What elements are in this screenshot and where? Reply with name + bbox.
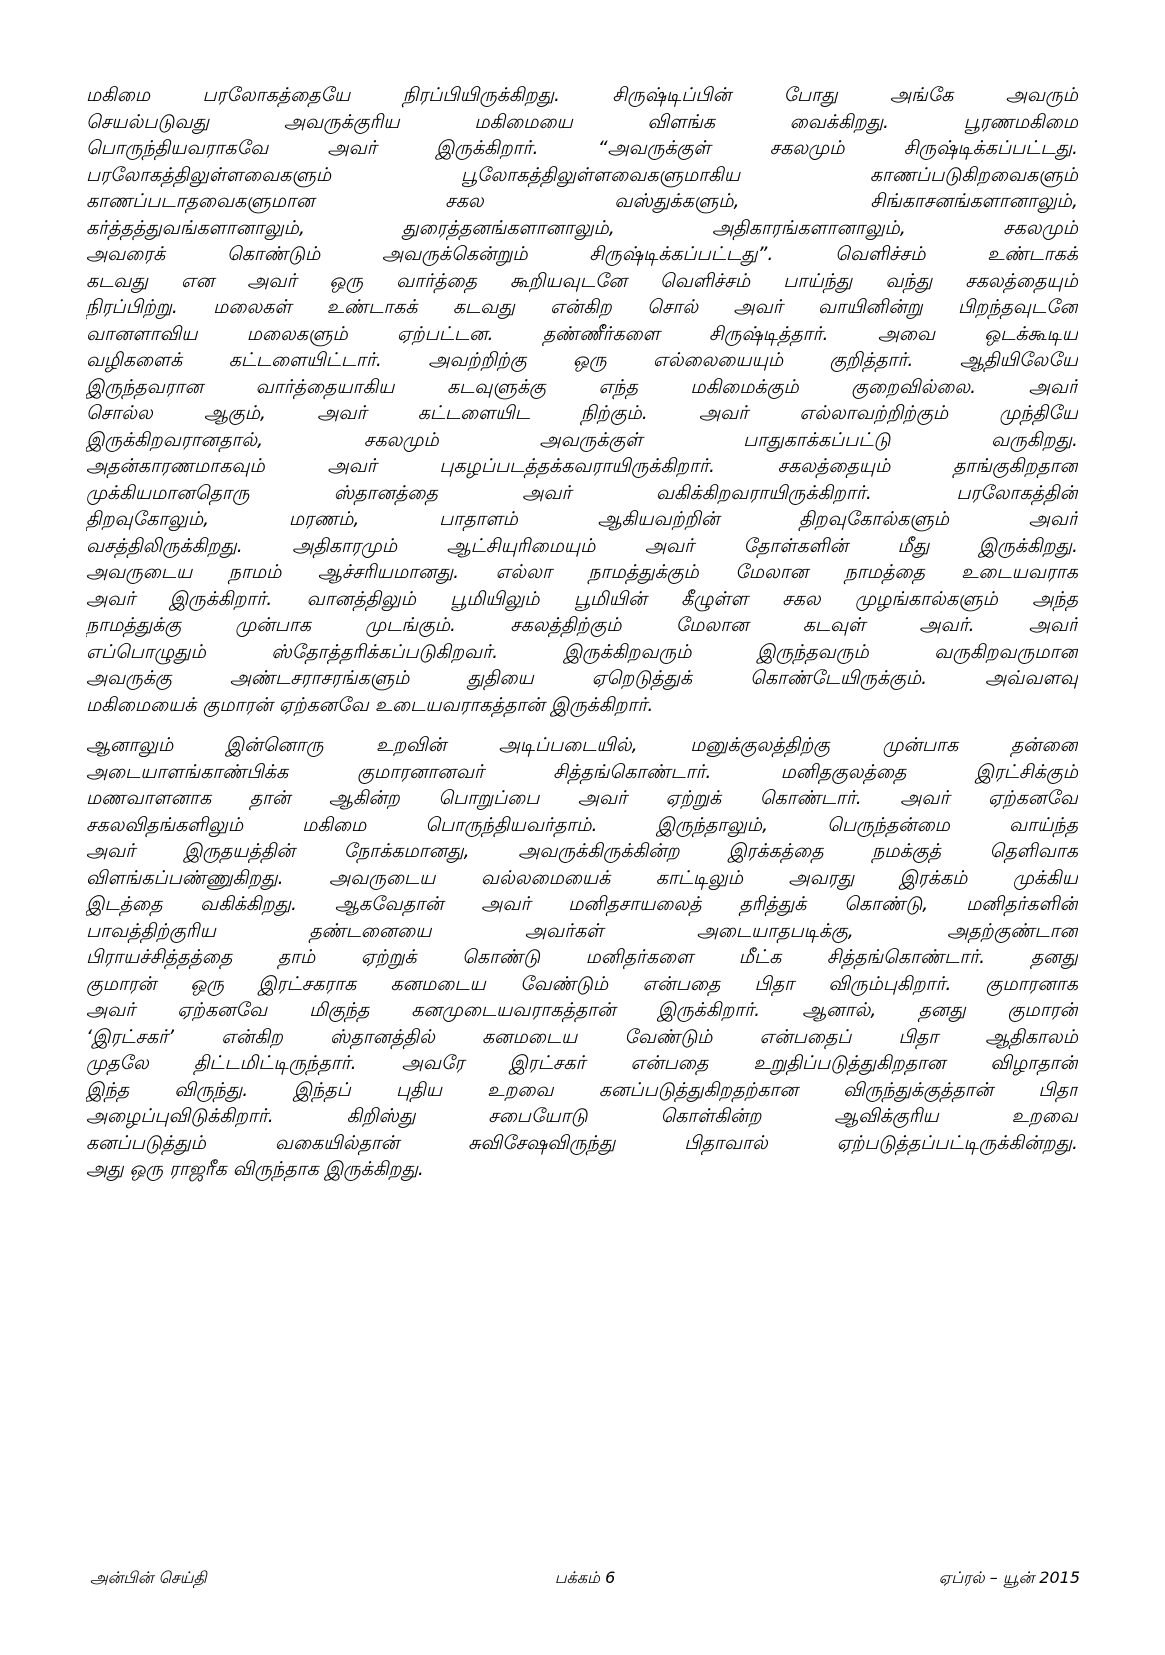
text-line: பாவத்திற்குரிய தண்டனையை அவர்கள் அடையாதபடிக்கு, அதற்குண்டான xyxy=(86,919,1078,942)
text-line: அவருடைய நாமம் ஆச்சரியமானது. எல்லா நாமத்துக்கும் மேலான நாமத்தை உடையவராக xyxy=(86,561,1078,583)
text-line: செயல்படுவது அவருக்குரிய மகிமையை விளங்க வைக்கிறது. பூரணமகிமை xyxy=(86,110,1078,133)
text-line: பரலோகத்திலுள்ளவைகளும் பூலோகத்திலுள்ளவைகளுமாகிய காணப்படுகிறவைகளும் xyxy=(86,163,1078,186)
text-line: பொருந்தியவராகவே அவர் இருக்கிறார். “அவருக்குள் சகலமும் சிருஷ்டிக்கப்பட்டது. xyxy=(86,137,1078,159)
text-line: அது ஒரு ராஜரீக விருந்தாக இருக்கிறது. xyxy=(86,1158,424,1180)
text-line: மகிமை பரலோகத்தையே நிரப்பியிருக்கிறது. சிருஷ்டிப்பின் போது அங்கே அவரும் xyxy=(86,84,1078,106)
text-line: அவர் இருக்கிறார். வானத்திலும் பூமியிலும் பூமியின் கீழுள்ள சகல முழங்கால்களும் அந்த xyxy=(86,587,1078,610)
text-line: சொல்ல ஆகும், அவர் கட்டளையிட நிற்கும். அவர் எல்லாவற்றிற்கும் முந்தியே xyxy=(86,402,1078,424)
footer-issue-date: ஏப்ரல் – யூன் 2015 xyxy=(938,1568,1080,1587)
text-line: நாமத்துக்கு முன்பாக முடங்கும். சகலத்திற்கும் மேலான கடவுள் அவர். அவர் xyxy=(86,614,1078,636)
footer-page-number: பக்கம் 6 xyxy=(554,1568,616,1587)
text-line: ஆனாலும் இன்னொரு உறவின் அடிப்படையில், மனுக்குலத்திற்கு முன்பாக தன்னை xyxy=(86,734,1078,756)
text-line: ‘இரட்சகர்’ என்கிற ஸ்தானத்தில் கனமடைய வேண்டும் என்பதைப் பிதா ஆதிகாலம் xyxy=(86,1025,1078,1048)
paragraph-1 xyxy=(86,82,1078,718)
text-line: நிரப்பிற்று. மலைகள் உண்டாகக் கடவது என்கிற சொல் அவர் வாயினின்று பிறந்தவுடனே xyxy=(86,296,1078,318)
text-line: கடவது என அவர் ஒரு வார்த்தை கூறியவுடனே வெளிச்சம் பாய்ந்து வந்து சகலத்தையும் xyxy=(86,269,1078,292)
text-line: இருந்தவரான வார்த்தையாகிய கடவுளுக்கு எந்த மகிமைக்கும் குறைவில்லை. அவர் xyxy=(86,375,1078,398)
text-line: திறவுகோலும், மரணம், பாதாளம் ஆகியவற்றின் திறவுகோல்களும் அவர் xyxy=(86,508,1078,530)
text-line: எப்பொழுதும் ஸ்தோத்தரிக்கப்படுகிறவர். இருக்கிறவரும் இருந்தவரும் வருகிறவருமான xyxy=(86,640,1078,663)
page-footer xyxy=(90,1568,1080,1589)
text-line: அடையாளங்காண்பிக்க குமாரனானவர் சித்தங்கொண்டார். மனிதகுலத்தை இரட்சிக்கும் xyxy=(86,760,1078,783)
text-line: கர்த்தத்துவங்களானாலும், துரைத்தனங்களானாலும், அதிகாரங்களானாலும், சகலமும் xyxy=(86,216,1078,239)
text-line: முக்கியமானதொரு ஸ்தானத்தை அவர் வகிக்கிறவராயிருக்கிறார். பரலோகத்தின் xyxy=(86,481,1078,504)
text-line: வானளாவிய மலைகளும் ஏற்பட்டன. தண்ணீர்களை சிருஷ்டித்தார். அவை ஒடக்கூடிய xyxy=(86,322,1078,345)
text-line: மகிமையைக் குமாரன் ஏற்கனவே உடையவராகத்தான் இருக்கிறார். xyxy=(86,693,654,716)
text-line: சகலவிதங்களிலும் மகிமை பொருந்தியவர்தாம். இருந்தாலும், பெருந்தன்மை வாய்ந்த xyxy=(86,813,1078,836)
document-body xyxy=(86,82,1078,1197)
text-line: அவருக்கு அண்டசராசரங்களும் துதியை ஏறெடுத்துக் கொண்டேயிருக்கும். அவ்வளவு xyxy=(86,667,1078,689)
text-line: கனப்படுத்தும் வகையில்தான் சுவிசேஷவிருந்து பிதாவால் ஏற்படுத்தப்பட்டிருக்கின்றது. xyxy=(86,1131,1078,1154)
text-line: அழைப்புவிடுக்கிறார். கிறிஸ்து சபையோடு கொள்கின்ற ஆவிக்குரிய உறவை xyxy=(86,1105,1078,1127)
text-line: இந்த விருந்து. இந்தப் புதிய உறவை கனப்படுத்துகிறதற்கான விருந்துக்குத்தான் பிதா xyxy=(86,1078,1078,1101)
text-line: அவர் இருதயத்தின் நோக்கமானது, அவருக்கிருக்கின்ற இரக்கத்தை நமக்குத் தெளிவாக xyxy=(86,840,1078,862)
text-line: பிராயச்சித்தத்தை தாம் ஏற்றுக் கொண்டு மனிதர்களை மீட்க சித்தங்கொண்டார். தனது xyxy=(86,946,1078,968)
text-line: காணப்படாதவைகளுமான சகல வஸ்துக்களும், சிங்காசனங்களானாலும், xyxy=(86,190,1078,212)
text-line: முதலே திட்டமிட்டிருந்தார். அவரே இரட்சகர் என்பதை உறுதிப்படுத்துகிறதான விழாதான் xyxy=(86,1052,1078,1074)
text-line: வசத்திலிருக்கிறது. அதிகாரமும் ஆட்சியுரிமையும் அவர் தோள்களின் மீது இருக்கிறது. xyxy=(86,534,1078,557)
text-line: அதன்காரணமாகவும் அவர் புகழப்படத்தக்கவராயிருக்கிறார். சகலத்தையும் தாங்குகிறதான xyxy=(86,455,1078,477)
text-line: இடத்தை வகிக்கிறது. ஆகவேதான் அவர் மனிதசாயலைத் தரித்துக் கொண்டு, மனிதர்களின் xyxy=(86,893,1078,915)
footer-publication-name: அன்பின் செய்தி xyxy=(90,1568,207,1587)
text-line: அவர் ஏற்கனவே மிகுந்த கனமுடையவராகத்தான் இருக்கிறார். ஆனால், தனது குமாரன் xyxy=(86,999,1078,1021)
text-line: வழிகளைக் கட்டளையிட்டார். அவற்றிற்கு ஒரு எல்லையையும் குறித்தார். ஆதியிலேயே xyxy=(86,349,1078,371)
text-line: இருக்கிறவரானதால், சகலமும் அவருக்குள் பாதுகாக்கப்பட்டு வருகிறது. xyxy=(86,428,1078,451)
text-line: மணவாளனாக தான் ஆகின்ற பொறுப்பை அவர் ஏற்றுக் கொண்டார். அவர் ஏற்கனவே xyxy=(86,787,1078,809)
text-line: குமாரன் ஒரு இரட்சகராக கனமடைய வேண்டும் என்பதை பிதா விரும்புகிறார். குமாரனாக xyxy=(86,972,1078,995)
text-line: அவரைக் கொண்டும் அவருக்கென்றும் சிருஷ்டிக்கப்பட்டது”. வெளிச்சம் உண்டாகக் xyxy=(86,243,1078,265)
paragraph-2 xyxy=(86,732,1078,1183)
text-line: விளங்கப்பண்ணுகிறது. அவருடைய வல்லமையைக் காட்டிலும் அவரது இரக்கம் முக்கிய xyxy=(86,866,1078,889)
